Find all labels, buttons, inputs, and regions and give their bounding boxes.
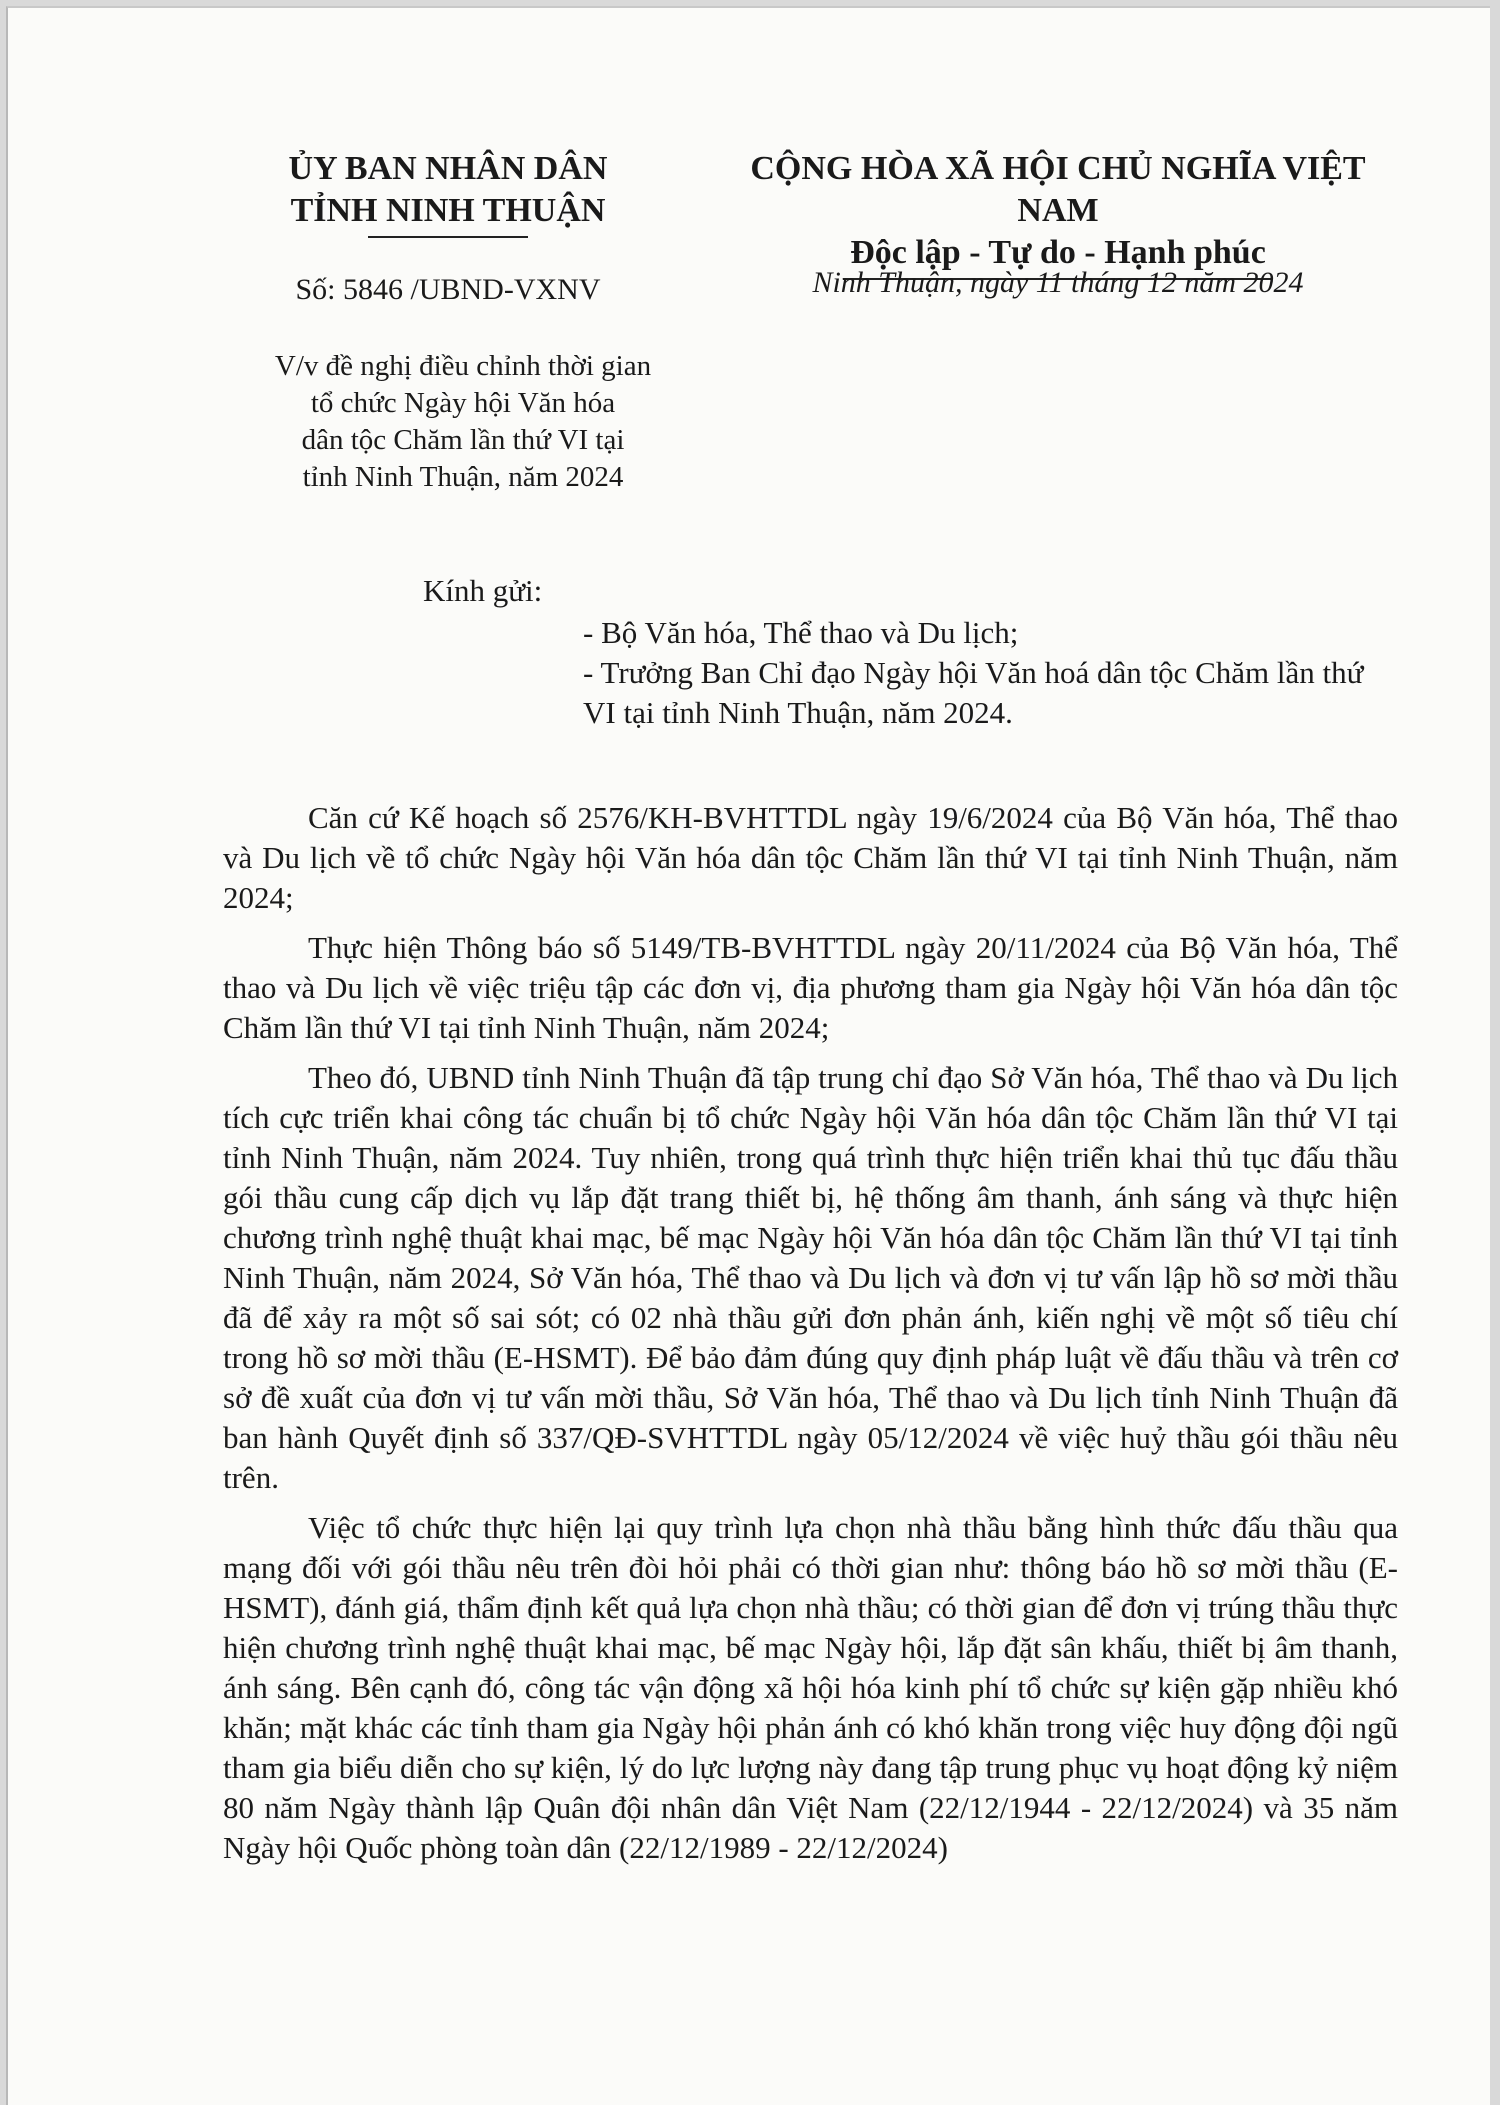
body-paragraph: Thực hiện Thông báo số 5149/TB-BVHTTDL ngày 20/11/2024 của Bộ Văn hóa, Thể thao và Du lịch về việc triệu tập các đơn vị, địa phương tham gia Ngày hội Văn hóa dân tộc Chăm lần thứ VI tại tỉnh Ninh Thuận, năm 2024; — [223, 930, 1398, 1045]
subject-line: tỉnh Ninh Thuận, năm 2024 — [302, 461, 624, 493]
recipient-item: - Trưởng Ban Chỉ đạo Ngày hội Văn hoá dân tộc Chăm lần thứ VI tại tỉnh Ninh Thuận, năm 2024. — [583, 655, 1364, 730]
document-body — [223, 798, 1398, 1878]
nation-title: CỘNG HÒA XÃ HỘI CHỦ NGHĨA VIỆT NAM — [750, 150, 1366, 229]
document-subject — [248, 348, 678, 496]
org-underline — [368, 236, 528, 238]
national-header — [708, 148, 1408, 280]
body-paragraph: Căn cứ Kế hoạch số 2576/KH-BVHTTDL ngày 19/6/2024 của Bộ Văn hóa, Thể thao và Du lịch về tổ chức Ngày hội Văn hóa dân tộc Chăm lần thứ VI tại tỉnh Ninh Thuận, năm 2024; — [223, 800, 1398, 915]
subject-line: V/v đề nghị điều chỉnh thời gian — [274, 350, 652, 382]
issuing-organization — [238, 148, 658, 238]
subject-line: dân tộc Chăm lần thứ VI tại — [301, 424, 625, 456]
document-page — [6, 6, 1490, 2105]
subject-line: tổ chức Ngày hội Văn hóa — [310, 387, 616, 419]
recipients-label: Kính gửi: — [423, 573, 543, 608]
nation-motto: Độc lập - Tự do - Hạnh phúc — [850, 234, 1266, 271]
document-number: Số: 5846 /UBND-VXNV — [295, 273, 601, 306]
body-paragraph: Việc tổ chức thực hiện lại quy trình lựa chọn nhà thầu bằng hình thức đấu thầu qua mạng đối với gói thầu nêu trên đòi hỏi phải có thời gian như: thông báo hồ sơ mời thầu (E-HSMT), đánh giá, thẩm định kết quả lựa chọn nhà thầu; có thời gian để đơn vị trúng thầu thực hiện chương trình nghệ thuật khai mạc, bế mạc Ngày hội, lắp đặt sân khấu, thiết bị âm thanh, ánh sáng. Bên cạnh đó, công tác vận động xã hội hóa kinh phí tổ chức sự kiện gặp nhiều khó khăn; mặt khác các tỉnh tham gia Ngày hội phản ánh có khó khăn trong việc huy động đội ngũ tham gia biểu diễn cho sự kiện, lý do lực lượng này đang tập trung phục vụ hoạt động kỷ niệm 80 năm Ngày thành lập Quân đội nhân dân Việt Nam (22/12/1944 - 22/12/2024) và 35 năm Ngày hội Quốc phòng toàn dân (22/12/1989 - 22/12/2024) — [223, 1510, 1398, 1865]
recipients-list — [583, 613, 1383, 733]
body-paragraph: Theo đó, UBND tỉnh Ninh Thuận đã tập trung chỉ đạo Sở Văn hóa, Thể thao và Du lịch tích cực triển khai công tác chuẩn bị tổ chức Ngày hội Văn hóa dân tộc Chăm lần thứ VI tại tỉnh Ninh Thuận, năm 2024. Tuy nhiên, trong quá trình thực hiện triển khai thủ tục đấu thầu gói thầu cung cấp dịch vụ lắp đặt trang thiết bị, hệ thống âm thanh, ánh sáng và thực hiện chương trình nghệ thuật khai mạc, bế mạc Ngày hội Văn hóa dân tộc Chăm lần thứ VI tại tỉnh Ninh Thuận, năm 2024, Sở Văn hóa, Thể thao và Du lịch và đơn vị tư vấn lập hồ sơ mời thầu đã để xảy ra một số sai sót; có 02 nhà thầu gửi đơn phản ánh, kiến nghị về một số tiêu chí trong hồ sơ mời thầu (E-HSMT). Để bảo đảm đúng quy định pháp luật về đấu thầu và trên cơ sở đề xuất của đơn vị tư vấn mời thầu, Sở Văn hóa, Thể thao và Du lịch tỉnh Ninh Thuận đã ban hành Quyết định số 337/QĐ-SVHTTDL ngày 05/12/2024 về việc huỷ thầu gói thầu nêu trên. — [223, 1060, 1398, 1495]
recipient-item: - Bộ Văn hóa, Thể thao và Du lịch; — [583, 615, 1019, 650]
document-date: Ninh Thuận, ngày 11 tháng 12 năm 2024 — [812, 266, 1304, 299]
org-name-line2: TỈNH NINH THUẬN — [290, 192, 606, 229]
org-name-line1: ỦY BAN NHÂN DÂN — [288, 150, 608, 187]
